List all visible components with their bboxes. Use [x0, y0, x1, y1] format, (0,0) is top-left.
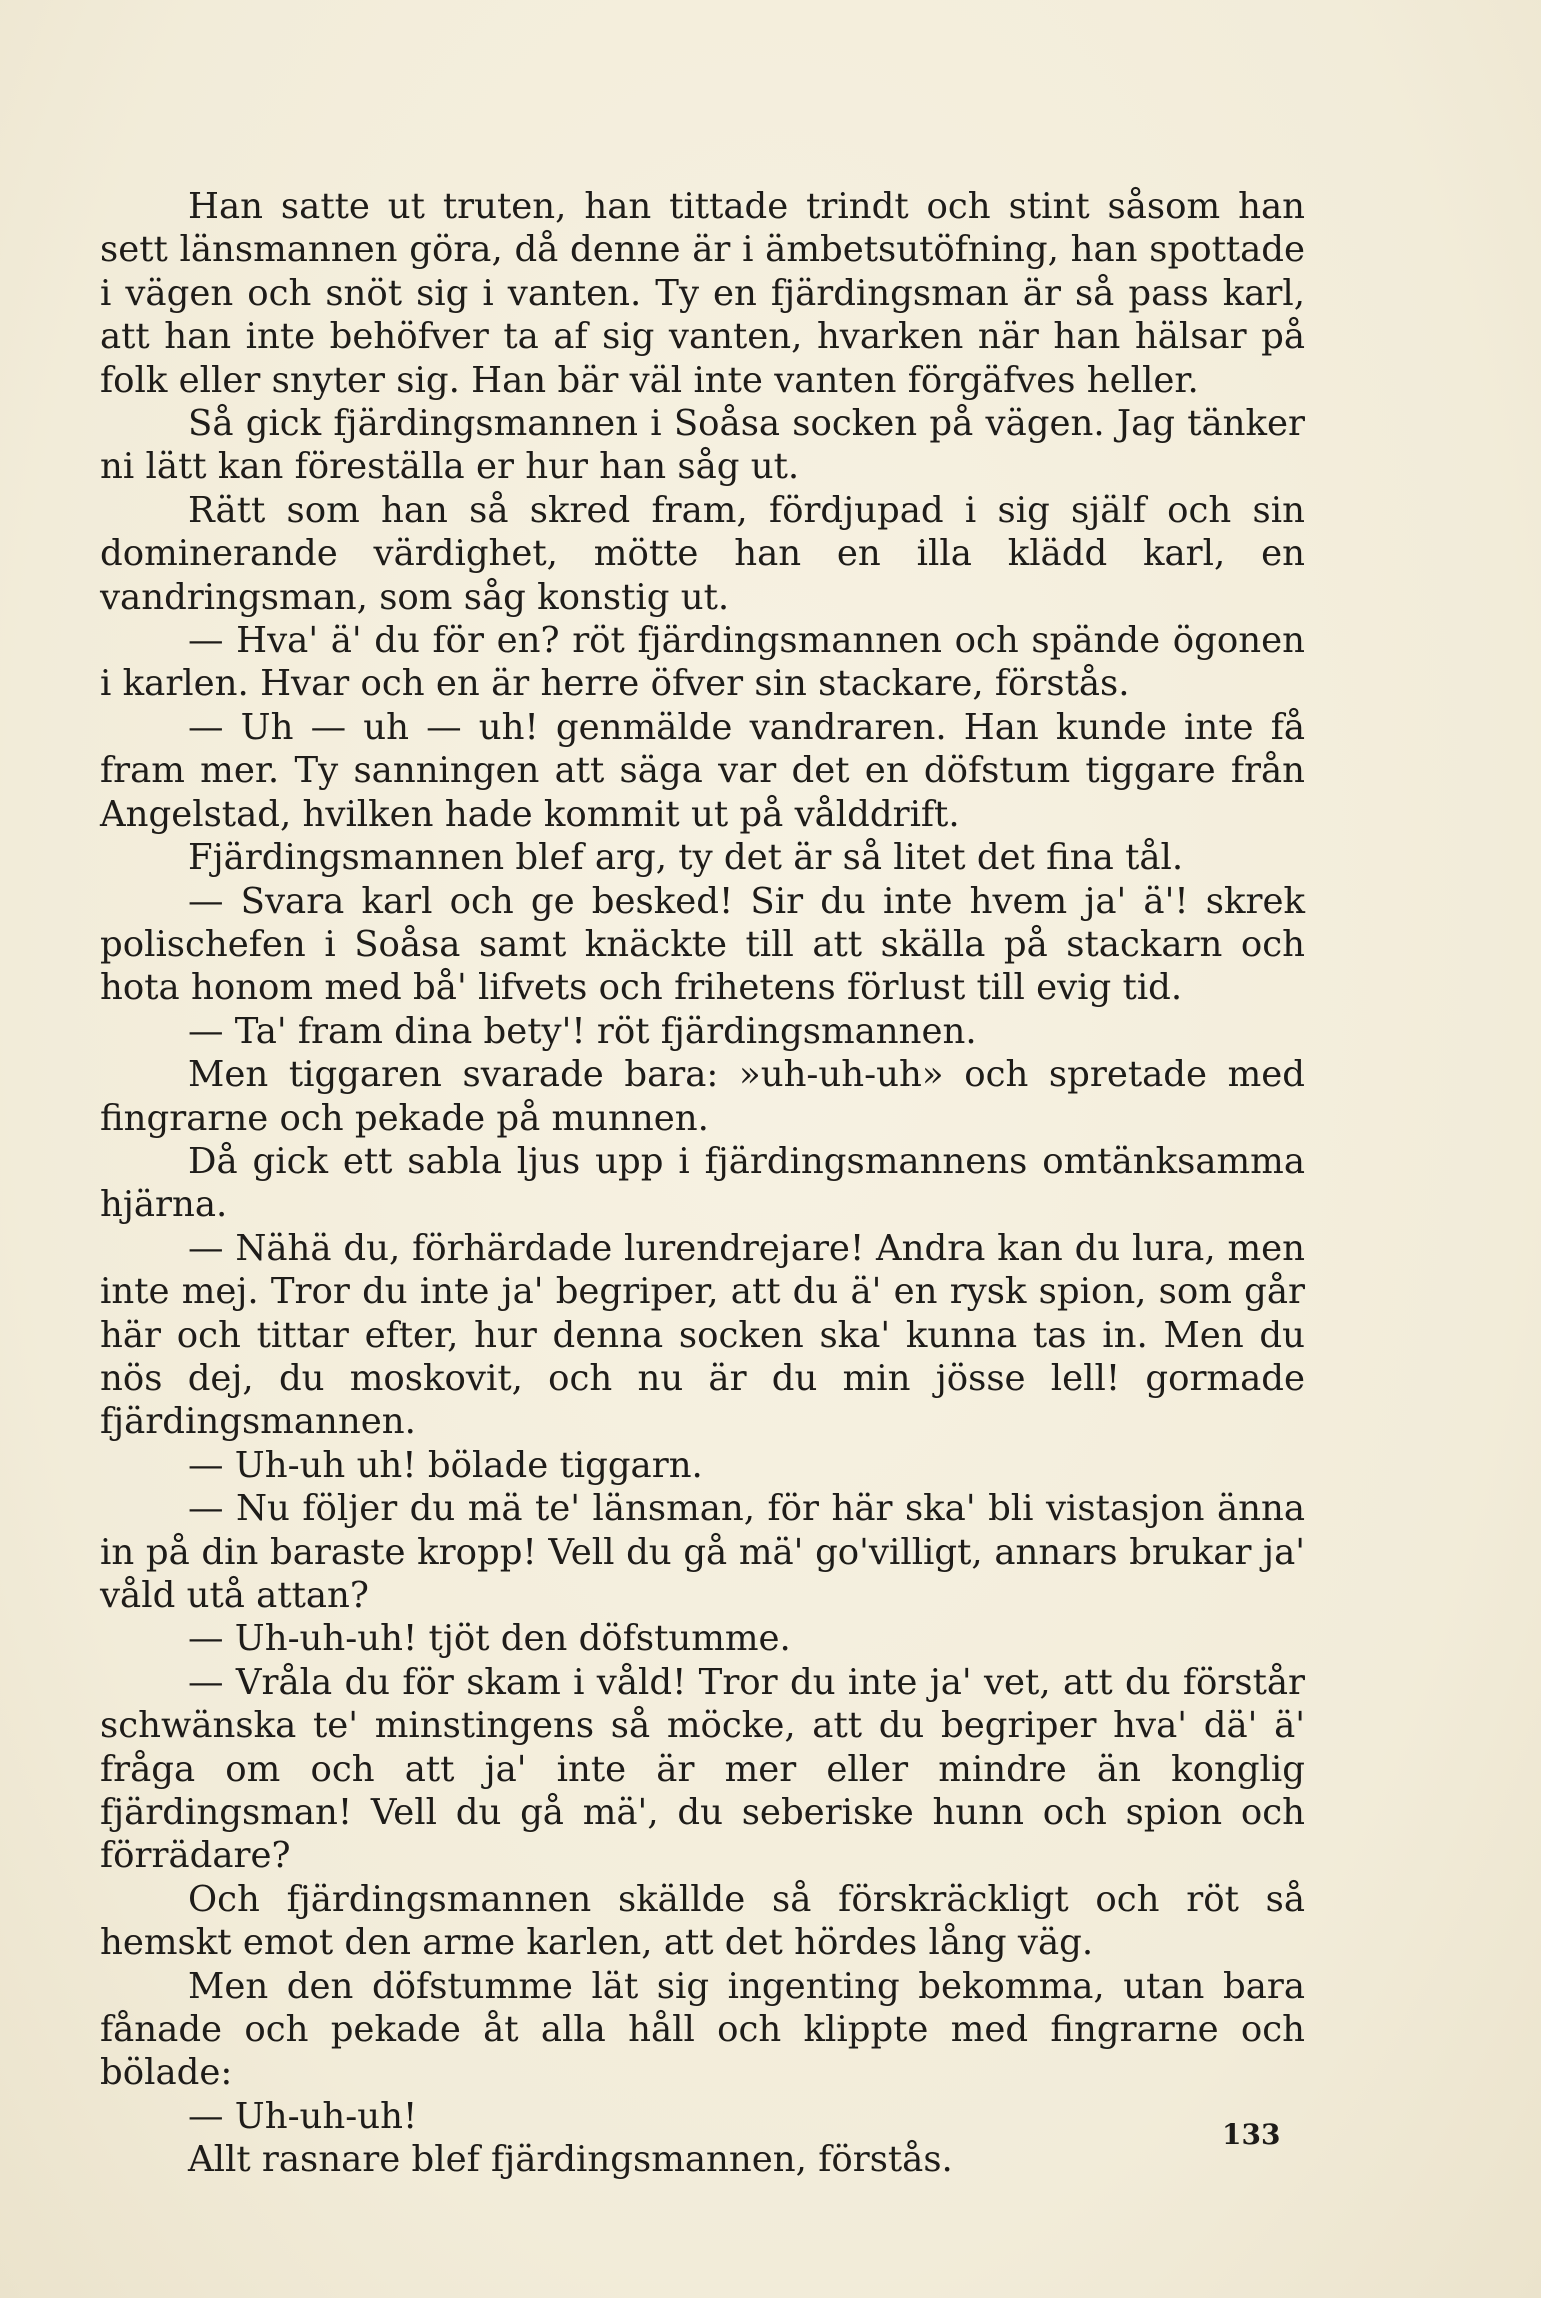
- paragraph-9: Men tiggaren svarade bara: »uh-uh-uh» och spretade med fingrarne och pekade på munnen.: [100, 1054, 1305, 1139]
- paragraph-6: Fjärdingsmannen blef arg, ty det är så litet det fina tål.: [188, 837, 1184, 879]
- paragraph-8: — Ta' fram dina bety'! röt fjärdingsmannen.: [188, 1010, 977, 1052]
- paragraph-5: — Uh — uh — uh! genmälde vandraren. Han kunde inte få fram mer. Ty sanningen att säga var det en döfstum tiggare från Angelstad, hvilken hade kommit ut på vålddrift.: [100, 706, 1305, 835]
- paragraph-18: — Uh-uh-uh!: [188, 2095, 418, 2137]
- paragraph-15: — Vråla du för skam i våld! Tror du inte ja' vet, att du förstår schwänska te' minstingens så möcke, att du begriper hva' dä' ä' fråga om och att ja' inte är mer eller mindre än konglig fjärdingsman! Vell du gå mä', du seberiske hunn och spion och förrädare?: [100, 1661, 1305, 1877]
- page-body-text: [100, 185, 1305, 2182]
- paragraph-14: — Uh-uh-uh! tjöt den döfstumme.: [188, 1618, 791, 1660]
- paragraph-7: — Svara karl och ge besked! Sir du inte hvem ja' ä'! skrek polischefen i Soåsa samt knäckte till att skälla på stackarn och hota honom med bå' lifvets och frihetens förlust till evig tid.: [100, 880, 1305, 1009]
- paragraph-3: Rätt som han så skred fram, fördjupad i sig själf och sin dominerande värdighet, mötte han en illa klädd karl, en vandringsman, som såg konstig ut.: [100, 489, 1305, 618]
- paragraph-2: Så gick fjärdingsmannen i Soåsa socken på vägen. Jag tänker ni lätt kan föreställa er hur han såg ut.: [100, 403, 1305, 488]
- page-number: 133: [1222, 2118, 1281, 2151]
- paragraph-17: Men den döfstumme lät sig ingenting bekomma, utan bara fånade och pekade åt alla håll och klippte med fingrarne och bölade:: [100, 1965, 1305, 2094]
- paragraph-16: Och fjärdingsmannen skällde så förskräckligt och röt så hemskt emot den arme karlen, att det hördes lång väg.: [100, 1878, 1305, 1964]
- paragraph-10: Då gick ett sabla ljus upp i fjärdingsmannens omtänksamma hjärna.: [100, 1140, 1305, 1226]
- paragraph-13: — Nu följer du mä te' länsman, för här ska' bli vistasjon änna in på din baraste kropp! Vell du gå mä' go'villigt, annars brukar ja' våld utå attan?: [100, 1488, 1305, 1616]
- paragraph-19: Allt rasnare blef fjärdingsmannen, förstås.: [188, 2139, 953, 2181]
- paragraph-11: — Nähä du, förhärdade lurendrejare! Andra kan du lura, men inte mej. Tror du inte ja' begriper, att du ä' en rysk spion, som går här och tittar efter, hur denna socken ska' kunna tas in. Men du nös dej, du moskovit, och nu är du min jösse lell! gormade fjärdingsmannen.: [100, 1227, 1305, 1443]
- paragraph-1: Han satte ut truten, han tittade trindt och stint såsom han sett länsmannen göra, då denne är i ämbetsutöfning, han spottade i vägen och snöt sig i vanten. Ty en fjärdingsman är så pass karl, att han inte behöfver ta af sig vanten, hvarken när han hälsar på folk eller snyter sig. Han bär väl inte vanten förgäfves heller.: [100, 186, 1305, 401]
- paragraph-12: — Uh-uh uh! bölade tiggarn.: [188, 1444, 703, 1486]
- paragraph-4: — Hva' ä' du för en? röt fjärdingsmannen och spände ögonen i karlen. Hvar och en är herre öfver sin stackare, förstås.: [100, 620, 1305, 705]
